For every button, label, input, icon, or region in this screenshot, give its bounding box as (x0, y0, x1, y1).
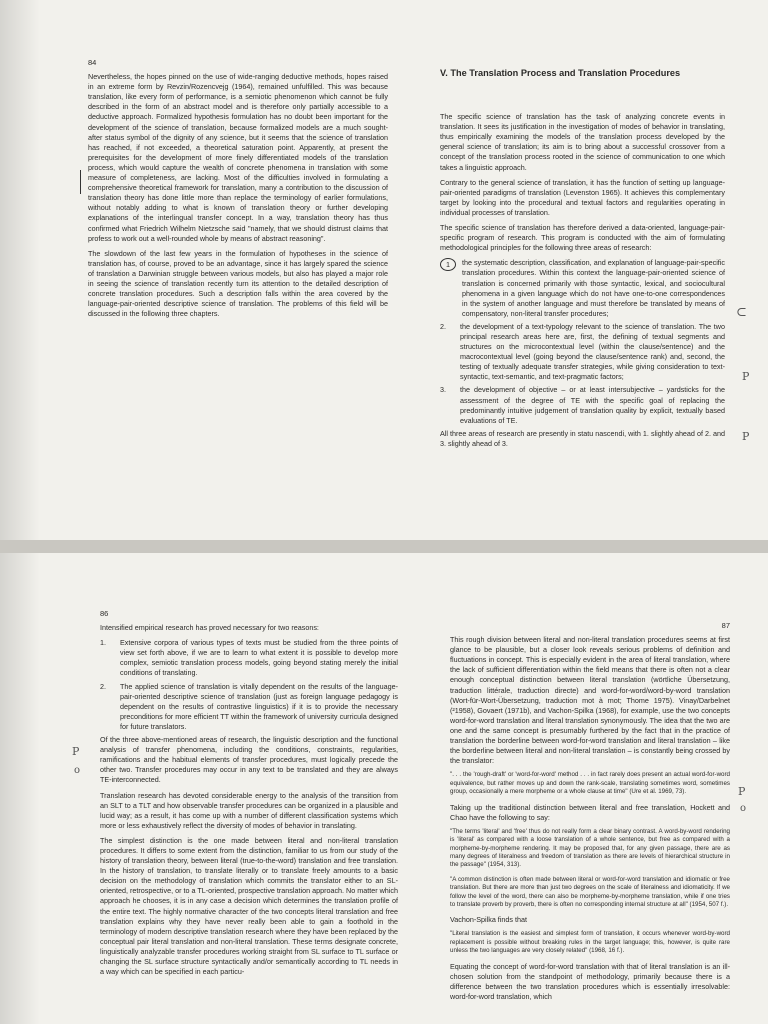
page-87-paragraph-1: This rough division between literal and non-literal translation procedures seems at first glance to be plausible, but a closer look reveals serious problems of definition and fluctuations in concept. This is especially evident in the area of literal translation, where the lack of sufficient differentiation within the field means that there is often not a clear enough conceptual distinction between literal translation (wörtliche Übersetzung, traduction littérale, traduction directe) and word-for-word/word-by-word translation (Wort-für-Wort-Übersetzung, traduction mot à mot; Thome 1975). Vinay/Darbelnet (²1958), Govaert (1971b), and Vachon-Spilka (1968), for example, use the two concepts word-for-word translation and literal translation synonymously. The idea that the two are one and the same concept is presumably furthered by the fact that in the practice of translation the borderline between word-for-word translation and literal translation – like the borderline between literal and non-literal translation – is constantly being crossed by the translator: (450, 635, 730, 766)
page-85-paragraph-2: Contrary to the general science of translation, it has the function of setting up language-pair-oriented paradigms of translation (Levenston 1965). It achieves this complementary target by looking into the procedural and textual factors and regularities operating in individual processes of translation. (440, 177, 725, 217)
reason-item (100, 638, 398, 678)
page-85-paragraph-1: The specific science of translation has the task of analyzing concrete events in translation. It sees its justification in the investigation of modes of behavior in translating, thus empirically examining the models of the translation process developed by the general science of translation; its aim is to bring about a successful crossover from a concept of the translation process rooted in the science of communication to one which takes a linguistic approach. (440, 112, 725, 172)
list-text: The applied science of translation is vitally dependent on the results of the language-pair-oriented descriptive science of translation (just as foreign language pedagogy is dependent on the results of contrastive linguistics) if it is to provide the necessary preconditions for more efficient TT within the framework of university curricula designed for future translators. (120, 681, 398, 731)
reason-item (100, 682, 398, 732)
handwritten-mark: P (738, 785, 746, 798)
handwritten-mark: o (740, 803, 747, 814)
quote-hockett: "The terms 'literal' and 'free' thus do not really form a clear binary contrast. A word-by-word rendering is 'literal' as compared with a loose translation of a whole sentence, but free as compared with a morpheme-by-morpheme rendering. It may be proposed that, for any given passage, there are as many degrees of literalness and freedom of translation as there are levels of hierarchical structure in the passage" (1954, 313). (450, 827, 730, 869)
page-87-paragraph-2: Taking up the traditional distinction between literal and free translation, Hockett and Chao have the following to say: (450, 802, 730, 822)
research-area-item (440, 258, 725, 319)
page-84-paragraph-2: The slowdown of the last few years in the formulation of hypotheses in the science of translation has, of course, proved to be an advantage, since it has largely spared the science of translation a Darwinian struggle between various models, but also has played a major role in seeing the science of translation recently turn its attention to the detailed description of concrete translation procedures. Such a description falls within the area covered by the language-pair-oriented descriptive science of translation. The problems of this field will be discussed in the following three chapters. (88, 248, 388, 319)
page-84-paragraph-1: Nevertheless, the hopes pinned on the use of wide-ranging deductive methods, hopes raised in an extreme form by Revzin/Rozencvejg (1964), remained unfulfilled. This was because translation, like every form of performance, is a semiotic phenomenon which cannot be fully described in the form of an abstract model and is therefore only partially accessible to a deductive approach. Formalized hypothesis formulation has no doubt been important for the development of the science of translation, because formalized models are a much sought-after status symbol of the dignity of any science, but it seems that the science of translation has reached, if not exceeded, a theoretical saturation point. Apparently, at present the prerequisites for the development of more finely differentiated models of the translation process, which would capture the wealth of concrete phenomena in translation with some measure of completeness, are lacking. Most of the difficulties involved in formulating a comprehensive theoretical framework for translation, many a contribution to the discussion of translation theory has done little more than replace the terminology of earlier formulations, without notably adding to what is known of translation theory or further developing explanations of the interlingual transfer concept. In a way, translation theory has thus confirmed what Friedrich Wilhelm Nietzsche said "namely, that we should distrust claims that profess to work out a well-rounded whole by means of abstract reasoning". (88, 72, 388, 243)
quote-chao: "A common distinction is often made between literal or word-for-word translation and idiomatic or free translation. But there are more than just two degrees on the scale of literalness and idiomaticity. If we follow the level of the word, there can also be morpheme-by-morpheme translation, while if one tries to translate proverb by proverb, there is often no corresponding internal structure at all" (1954, 507 f.). (450, 875, 730, 908)
handwritten-mark: ⊂ (736, 305, 747, 320)
list-number: 1. (100, 638, 106, 648)
page-86-column (100, 609, 398, 982)
page-87-column (450, 621, 730, 1007)
quote-vachon-spilka: "Literal translation is the easiest and simplest form of translation, it occurs whenever word-by-word replacement is possible without breaking rules in the target language; this, however, is quite rare unless the two languages are very closely related" (1968, 16 f.). (450, 930, 730, 955)
research-area-item (440, 385, 725, 425)
list-text: the development of objective – or at least intersubjective – yardsticks for the assessment of the degree of TE with the specific goal of replacing the predominantly intuitive judgement of translation quality by explicit, textually based evaluations of TE. (460, 385, 725, 425)
page-number-87: 87 (721, 621, 730, 630)
page-85-column (440, 58, 725, 454)
page-number-86: 86 (100, 609, 109, 618)
quote-ure: ". . . the 'rough-draft' or 'word-for-word' method . . . in fact rarely does present an actual word-for-word equivalence, but rather moves up and down the rank-scale, translating sometimes word, sometimes group, occasionally a mere morpheme or a whole clause at time" (Ure et al. 1969, 73). (450, 771, 730, 796)
list-number: 2. (440, 321, 446, 331)
page-87-paragraph-4: Equating the concept of word-for-word translation with that of literal translation is an ill-chosen solution from the standpoint of methodology, primarily because there is a difference between the two translation procedures which is essentially irresolvable: word-for-word translation, which (450, 961, 730, 1001)
page-85-paragraph-3: The specific science of translation has therefore derived a data-oriented, language-pair-specific program of research. This program is conducted with the aim of formulating methodological principles for the following three areas of research: (440, 223, 725, 253)
page-86-paragraph-1: Of the three above-mentioned areas of research, the linguistic description and the functional analysis of transfer phenomena, including the conditions, constraints, regularities, ramifications and the habitual elements of transfer procedures, must logically precede the other two. Transfer procedures may occur in any text to be translated and they are always TE-interconnected. (100, 735, 398, 785)
handwritten-mark: P (742, 370, 750, 383)
research-area-item (440, 322, 725, 383)
page-86-paragraph-3: The simplest distinction is the one made between literal and non-literal translation procedures. It differs to some extent from the distinction, familiar to us from our study of the history of translation theory, between literal (true-to-the-word) translation and free translation. In the history of translation, to translate literally or to translate freely amounts to a basic decision on the methodology of translation which commits the translator either to an SL-oriented, retrospective, or to a TL-oriented, prospective translation approach. No matter which approach he chooses, it is in any case a decision which determines the translation profile of the entire text. The highly normative character of the two concepts literal translation and free translation explains why they have never really been able to gain a foothold in the terminology of modern descriptive translation research where they have been replaced by the conceptual pair literal translation and non-literal translation. These terms designate concrete, linguistically analyzable transfer procedures working straight from SL surface to TL surface or changing the SL surface structure syntactically and/or semantically according to TL needs in a way which can be specified in each particu- (100, 835, 398, 977)
list-number: 2. (100, 681, 106, 691)
page-86-intro: Intensified empirical research has proved necessary for two reasons: (100, 623, 319, 633)
list-text: the development of a text-typology relevant to the science of translation. The two principal research areas here are, first, the defining of textual segments and structures on the microcontextual level (within the clause/sentence) and the macrocontextual level (going beyond the clause/sentence rank) and, second, the testing of textually adequate transfer strategies, while giving consideration to text-syntactic, text-semantic, and text-pragmatic factors; (460, 321, 725, 382)
bottom-scan-sheet (0, 553, 768, 1024)
page-85-closing: All three areas of research are presently in statu nascendi, with 1. slightly ahead of 2. and 3. slightly ahead of 3. (440, 428, 725, 448)
page-number-84: 84 (88, 58, 97, 67)
list-text: the systematic description, classification, and explanation of language-pair-specific translation procedures. Within this context the language-pair-oriented science of translation is concerned primarily with those syntactic, lexical, and sociocultural phenomena in a given language which do not have one-to-one correspondences in the system of another language and must therefore be translated by means of compensatory, non-literal transfer procedures; (462, 258, 725, 318)
page-87-paragraph-3: Vachon-Spilka finds that (450, 915, 527, 925)
handwritten-mark: P (72, 745, 80, 758)
handwritten-mark: P (742, 430, 750, 443)
binding-shadow (0, 553, 40, 1024)
list-number: 3. (440, 385, 446, 395)
page-gap (0, 540, 768, 553)
binding-shadow (0, 0, 40, 540)
handwritten-mark: o (74, 765, 81, 776)
section-title: V. The Translation Process and Translation Procedures (440, 68, 681, 78)
page-84-column (88, 58, 388, 324)
list-text: Extensive corpora of various types of texts must be studied from the three points of view set forth above, if we are to learn to what extent it is possible to develop more complex, semiotic translation process models, going beyond stating merely the initial conditions of translating. (120, 638, 398, 678)
page-86-paragraph-2: Translation research has devoted considerable energy to the analysis of the transition from an SLT to a TLT and how observable transfer procedures can be organized in a plausible and lucid way; as a result, it has come up with a number of different classification systems which more or less exhaustively reflect the diversity of modes of behavior in translating. (100, 790, 398, 830)
list-number: 1 (440, 258, 456, 271)
margin-bar (80, 170, 81, 194)
